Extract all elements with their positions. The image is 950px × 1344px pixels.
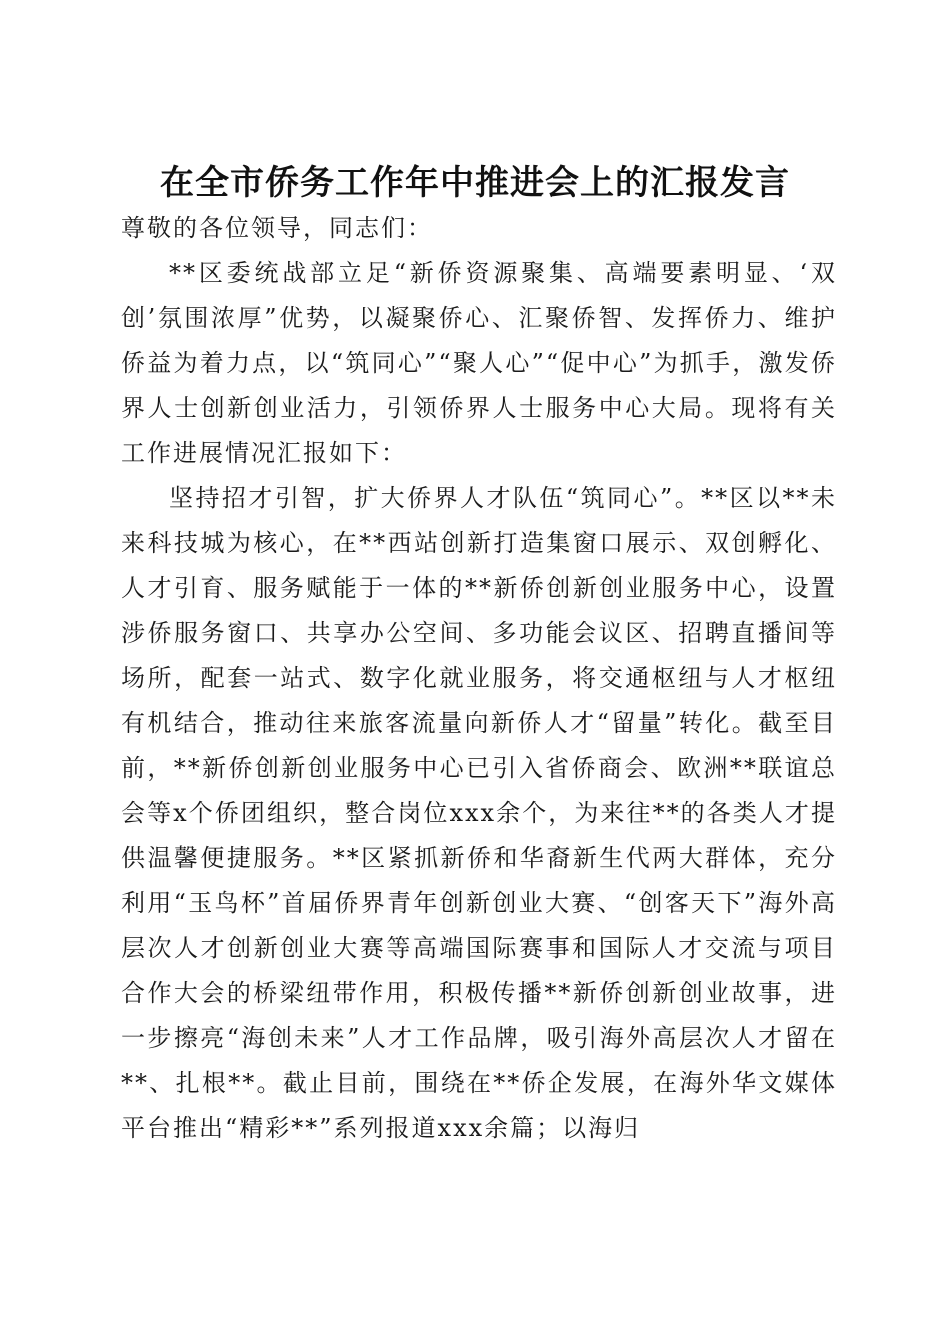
document-title: 在全市侨务工作年中推进会上的汇报发言 [160, 162, 790, 203]
paragraph-talent: 坚持招才引智，扩大侨界人才队伍“筑同心”。**区以**未来科技城为核心，在**西站创新打造集窗口展示、双创孵化、人才引育、服务赋能于一体的**新侨创新创业服务中心，设置涉侨服务窗口、共享办公空间、多功能会议区、招聘直播间等场所，配套一站式、数字化就业服务，将交通枢纽与人才枢纽有机结合，推动往来旅客流量向新侨人才“留量”转化。截至目前，**新侨创新创业服务中心已引入省侨商会、欧洲**联谊总会等x个侨团组织，整合岗位xxx余个，为来往**的各类人才提供温馨便捷服务。**区紧抓新侨和华裔新生代两大群体，充分利用“玉鸟杯”首届侨界青年创新创业大赛、“创客天下”海外高层次人才创新创业大赛等高端国际赛事和国际人才交流与项目合作大会的桥梁纽带作用，积极传播**新侨创新创业故事，进一步擦亮“海创未来”人才工作品牌，吸引海外高层次人才留在**、扎根**。截止目前，围绕在**侨企发展，在海外华文媒体平台推出“精彩**”系列报道xxx余篇；以海归 [121, 484, 837, 1142]
paragraph-intro: **区委统战部立足“新侨资源聚集、高端要素明显、‘双创’氛围浓厚”优势，以凝聚侨心、汇聚侨智、发挥侨力、维护侨益为着力点，以“筑同心”“聚人心”“促中心”为抓手，激发侨界人士创新创业活力，引领侨界人士服务中心大局。现将有关工作进展情况汇报如下： [121, 259, 837, 467]
salutation: 尊敬的各位领导，同志们： [121, 214, 433, 242]
document-body [121, 206, 837, 1151]
